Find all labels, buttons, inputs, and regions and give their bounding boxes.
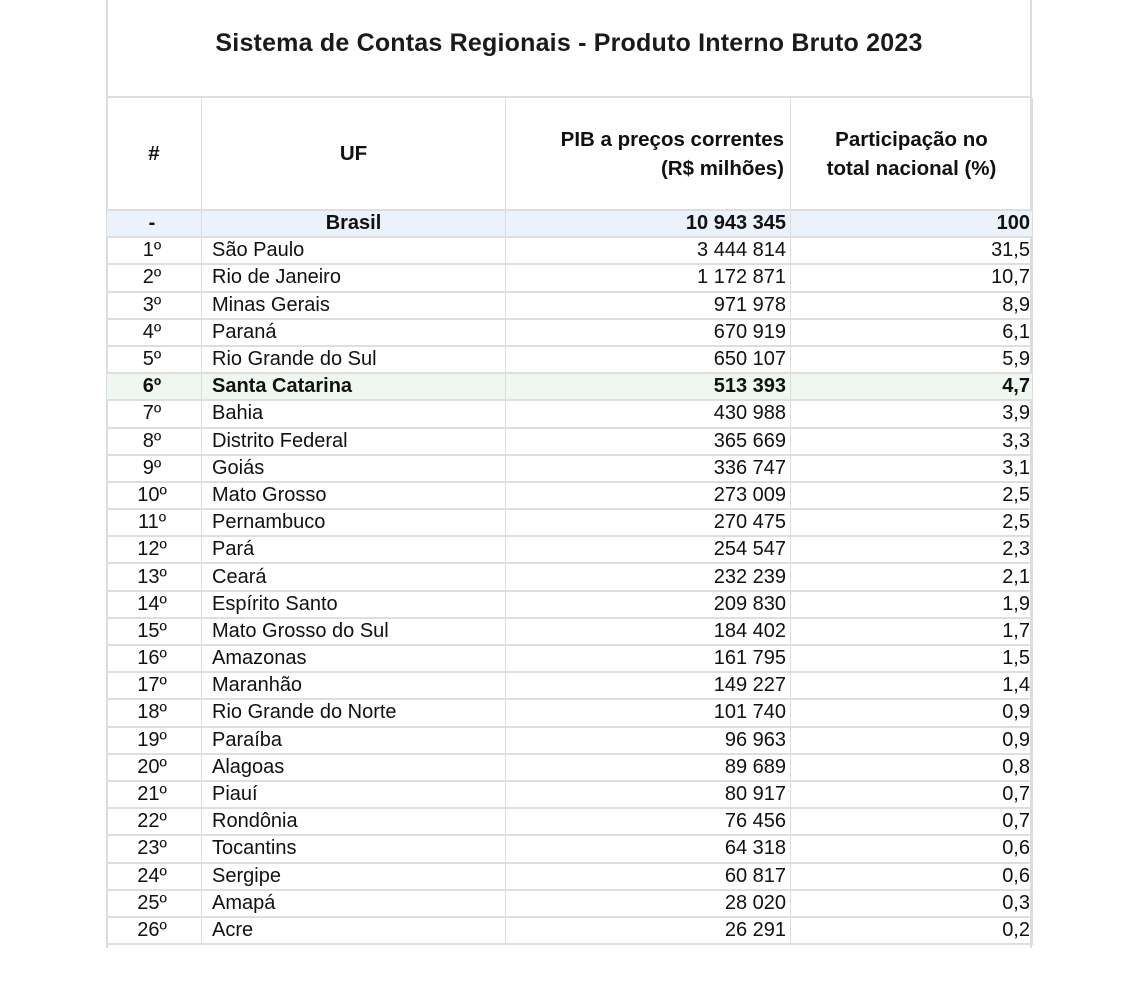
total-pib: 10 943 345 (506, 210, 791, 237)
table-row (107, 645, 1033, 672)
row-pib: 89 689 (506, 754, 791, 781)
header-rank: # (107, 98, 202, 210)
table-row (107, 808, 1033, 835)
row-rank: 11º (107, 509, 202, 536)
row-pib: 64 318 (506, 835, 791, 862)
table-row (107, 346, 1033, 373)
table-row (107, 727, 1033, 754)
row-uf: Pará (202, 536, 506, 563)
row-pib: 1 172 871 (506, 264, 791, 291)
table-row (107, 536, 1033, 563)
row-rank: 5º (107, 346, 202, 373)
row-rank: 9º (107, 455, 202, 482)
row-uf: Tocantins (202, 835, 506, 862)
row-pct: 0,8 (791, 754, 1033, 781)
row-pib: 96 963 (506, 727, 791, 754)
row-rank: 13º (107, 563, 202, 590)
row-uf: Ceará (202, 563, 506, 590)
row-uf: São Paulo (202, 237, 506, 264)
row-pib: 60 817 (506, 863, 791, 890)
table-row (107, 455, 1033, 482)
table-row (107, 509, 1033, 536)
row-uf: Minas Gerais (202, 292, 506, 319)
table-row-highlighted (107, 373, 1033, 400)
row-pct: 0,6 (791, 835, 1033, 862)
row-pct: 0,2 (791, 917, 1033, 944)
row-pib: 270 475 (506, 509, 791, 536)
row-rank: 6º (107, 373, 202, 400)
row-rank: 12º (107, 536, 202, 563)
row-uf: Rio Grande do Sul (202, 346, 506, 373)
row-rank: 17º (107, 672, 202, 699)
row-rank: 19º (107, 727, 202, 754)
row-rank: 3º (107, 292, 202, 319)
row-pct: 0,6 (791, 863, 1033, 890)
row-uf: Piauí (202, 781, 506, 808)
row-pct: 1,7 (791, 618, 1033, 645)
row-uf: Espírito Santo (202, 591, 506, 618)
row-uf: Mato Grosso do Sul (202, 618, 506, 645)
row-pct: 31,5 (791, 237, 1033, 264)
row-rank: 1º (107, 237, 202, 264)
row-pib: 513 393 (506, 373, 791, 400)
row-uf: Rondônia (202, 808, 506, 835)
row-pib: 336 747 (506, 455, 791, 482)
row-pib: 430 988 (506, 400, 791, 427)
row-pct: 10,7 (791, 264, 1033, 291)
row-pct: 1,4 (791, 672, 1033, 699)
total-row (107, 210, 1033, 237)
row-pct: 1,9 (791, 591, 1033, 618)
row-pib: 26 291 (506, 917, 791, 944)
row-rank: 21º (107, 781, 202, 808)
row-uf: Mato Grosso (202, 482, 506, 509)
row-pct: 2,5 (791, 482, 1033, 509)
row-pct: 2,5 (791, 509, 1033, 536)
row-pct: 0,9 (791, 699, 1033, 726)
header-pct-line2: total nacional (%) (826, 156, 997, 180)
row-pib: 650 107 (506, 346, 791, 373)
row-uf: Rio de Janeiro (202, 264, 506, 291)
row-rank: 7º (107, 400, 202, 427)
row-uf: Maranhão (202, 672, 506, 699)
row-pct: 0,3 (791, 890, 1033, 917)
row-rank: 20º (107, 754, 202, 781)
table-row (107, 618, 1033, 645)
header-row (107, 98, 1033, 210)
row-pib: 149 227 (506, 672, 791, 699)
row-pib: 184 402 (506, 618, 791, 645)
table-row (107, 292, 1033, 319)
row-rank: 14º (107, 591, 202, 618)
row-rank: 22º (107, 808, 202, 835)
header-pib-line1: PIB a preços correntes (560, 127, 784, 151)
row-pct: 3,1 (791, 455, 1033, 482)
row-rank: 15º (107, 618, 202, 645)
row-uf: Pernambuco (202, 509, 506, 536)
row-pct: 0,7 (791, 781, 1033, 808)
row-uf: Amapá (202, 890, 506, 917)
total-pct: 100 (791, 210, 1033, 237)
row-pib: 273 009 (506, 482, 791, 509)
table-row (107, 264, 1033, 291)
row-uf: Distrito Federal (202, 428, 506, 455)
row-pib: 209 830 (506, 591, 791, 618)
row-uf: Sergipe (202, 863, 506, 890)
row-pct: 2,3 (791, 536, 1033, 563)
row-uf: Acre (202, 917, 506, 944)
table-row (107, 400, 1033, 427)
header-pct-line1: Participação no (835, 127, 988, 151)
row-pct: 6,1 (791, 319, 1033, 346)
page-title: Sistema de Contas Regionais - Produto Interno Bruto 2023 (106, 0, 1032, 98)
row-rank: 18º (107, 699, 202, 726)
row-pct: 5,9 (791, 346, 1033, 373)
table-row (107, 428, 1033, 455)
header-pib (506, 98, 791, 210)
row-rank: 10º (107, 482, 202, 509)
row-rank: 25º (107, 890, 202, 917)
row-rank: 8º (107, 428, 202, 455)
row-uf: Paraná (202, 319, 506, 346)
row-rank: 24º (107, 863, 202, 890)
row-pct: 3,9 (791, 400, 1033, 427)
row-rank: 16º (107, 645, 202, 672)
total-uf: Brasil (202, 210, 506, 237)
row-pib: 254 547 (506, 536, 791, 563)
row-pct: 8,9 (791, 292, 1033, 319)
row-pib: 76 456 (506, 808, 791, 835)
header-uf: UF (202, 98, 506, 210)
table-row (107, 563, 1033, 590)
row-uf: Rio Grande do Norte (202, 699, 506, 726)
row-rank: 26º (107, 917, 202, 944)
row-pct: 1,5 (791, 645, 1033, 672)
row-pib: 670 919 (506, 319, 791, 346)
row-rank: 2º (107, 264, 202, 291)
total-rank: - (107, 210, 202, 237)
row-pib: 365 669 (506, 428, 791, 455)
row-pib: 3 444 814 (506, 237, 791, 264)
row-uf: Amazonas (202, 645, 506, 672)
table-row (107, 699, 1033, 726)
row-pct: 0,9 (791, 727, 1033, 754)
table-row (107, 482, 1033, 509)
table-row (107, 835, 1033, 862)
row-pct: 3,3 (791, 428, 1033, 455)
table-row (107, 890, 1033, 917)
table-row (107, 917, 1033, 944)
row-pct: 2,1 (791, 563, 1033, 590)
row-rank: 4º (107, 319, 202, 346)
row-uf: Alagoas (202, 754, 506, 781)
table-row (107, 591, 1033, 618)
row-pib: 80 917 (506, 781, 791, 808)
table-row (107, 781, 1033, 808)
table-row (107, 754, 1033, 781)
table-row (107, 319, 1033, 346)
header-pct (791, 98, 1033, 210)
row-uf: Bahia (202, 400, 506, 427)
row-uf: Paraíba (202, 727, 506, 754)
row-pct: 0,7 (791, 808, 1033, 835)
gdp-table (106, 98, 1033, 945)
row-pib: 161 795 (506, 645, 791, 672)
header-pib-line2: (R$ milhões) (660, 156, 784, 180)
table-row (107, 672, 1033, 699)
row-uf: Santa Catarina (202, 373, 506, 400)
row-pib: 971 978 (506, 292, 791, 319)
row-pib: 101 740 (506, 699, 791, 726)
row-pib: 232 239 (506, 563, 791, 590)
row-pct: 4,7 (791, 373, 1033, 400)
row-rank: 23º (107, 835, 202, 862)
table-row (107, 863, 1033, 890)
row-uf: Goiás (202, 455, 506, 482)
page-bottom-space (0, 948, 1135, 994)
row-pib: 28 020 (506, 890, 791, 917)
table-row (107, 237, 1033, 264)
